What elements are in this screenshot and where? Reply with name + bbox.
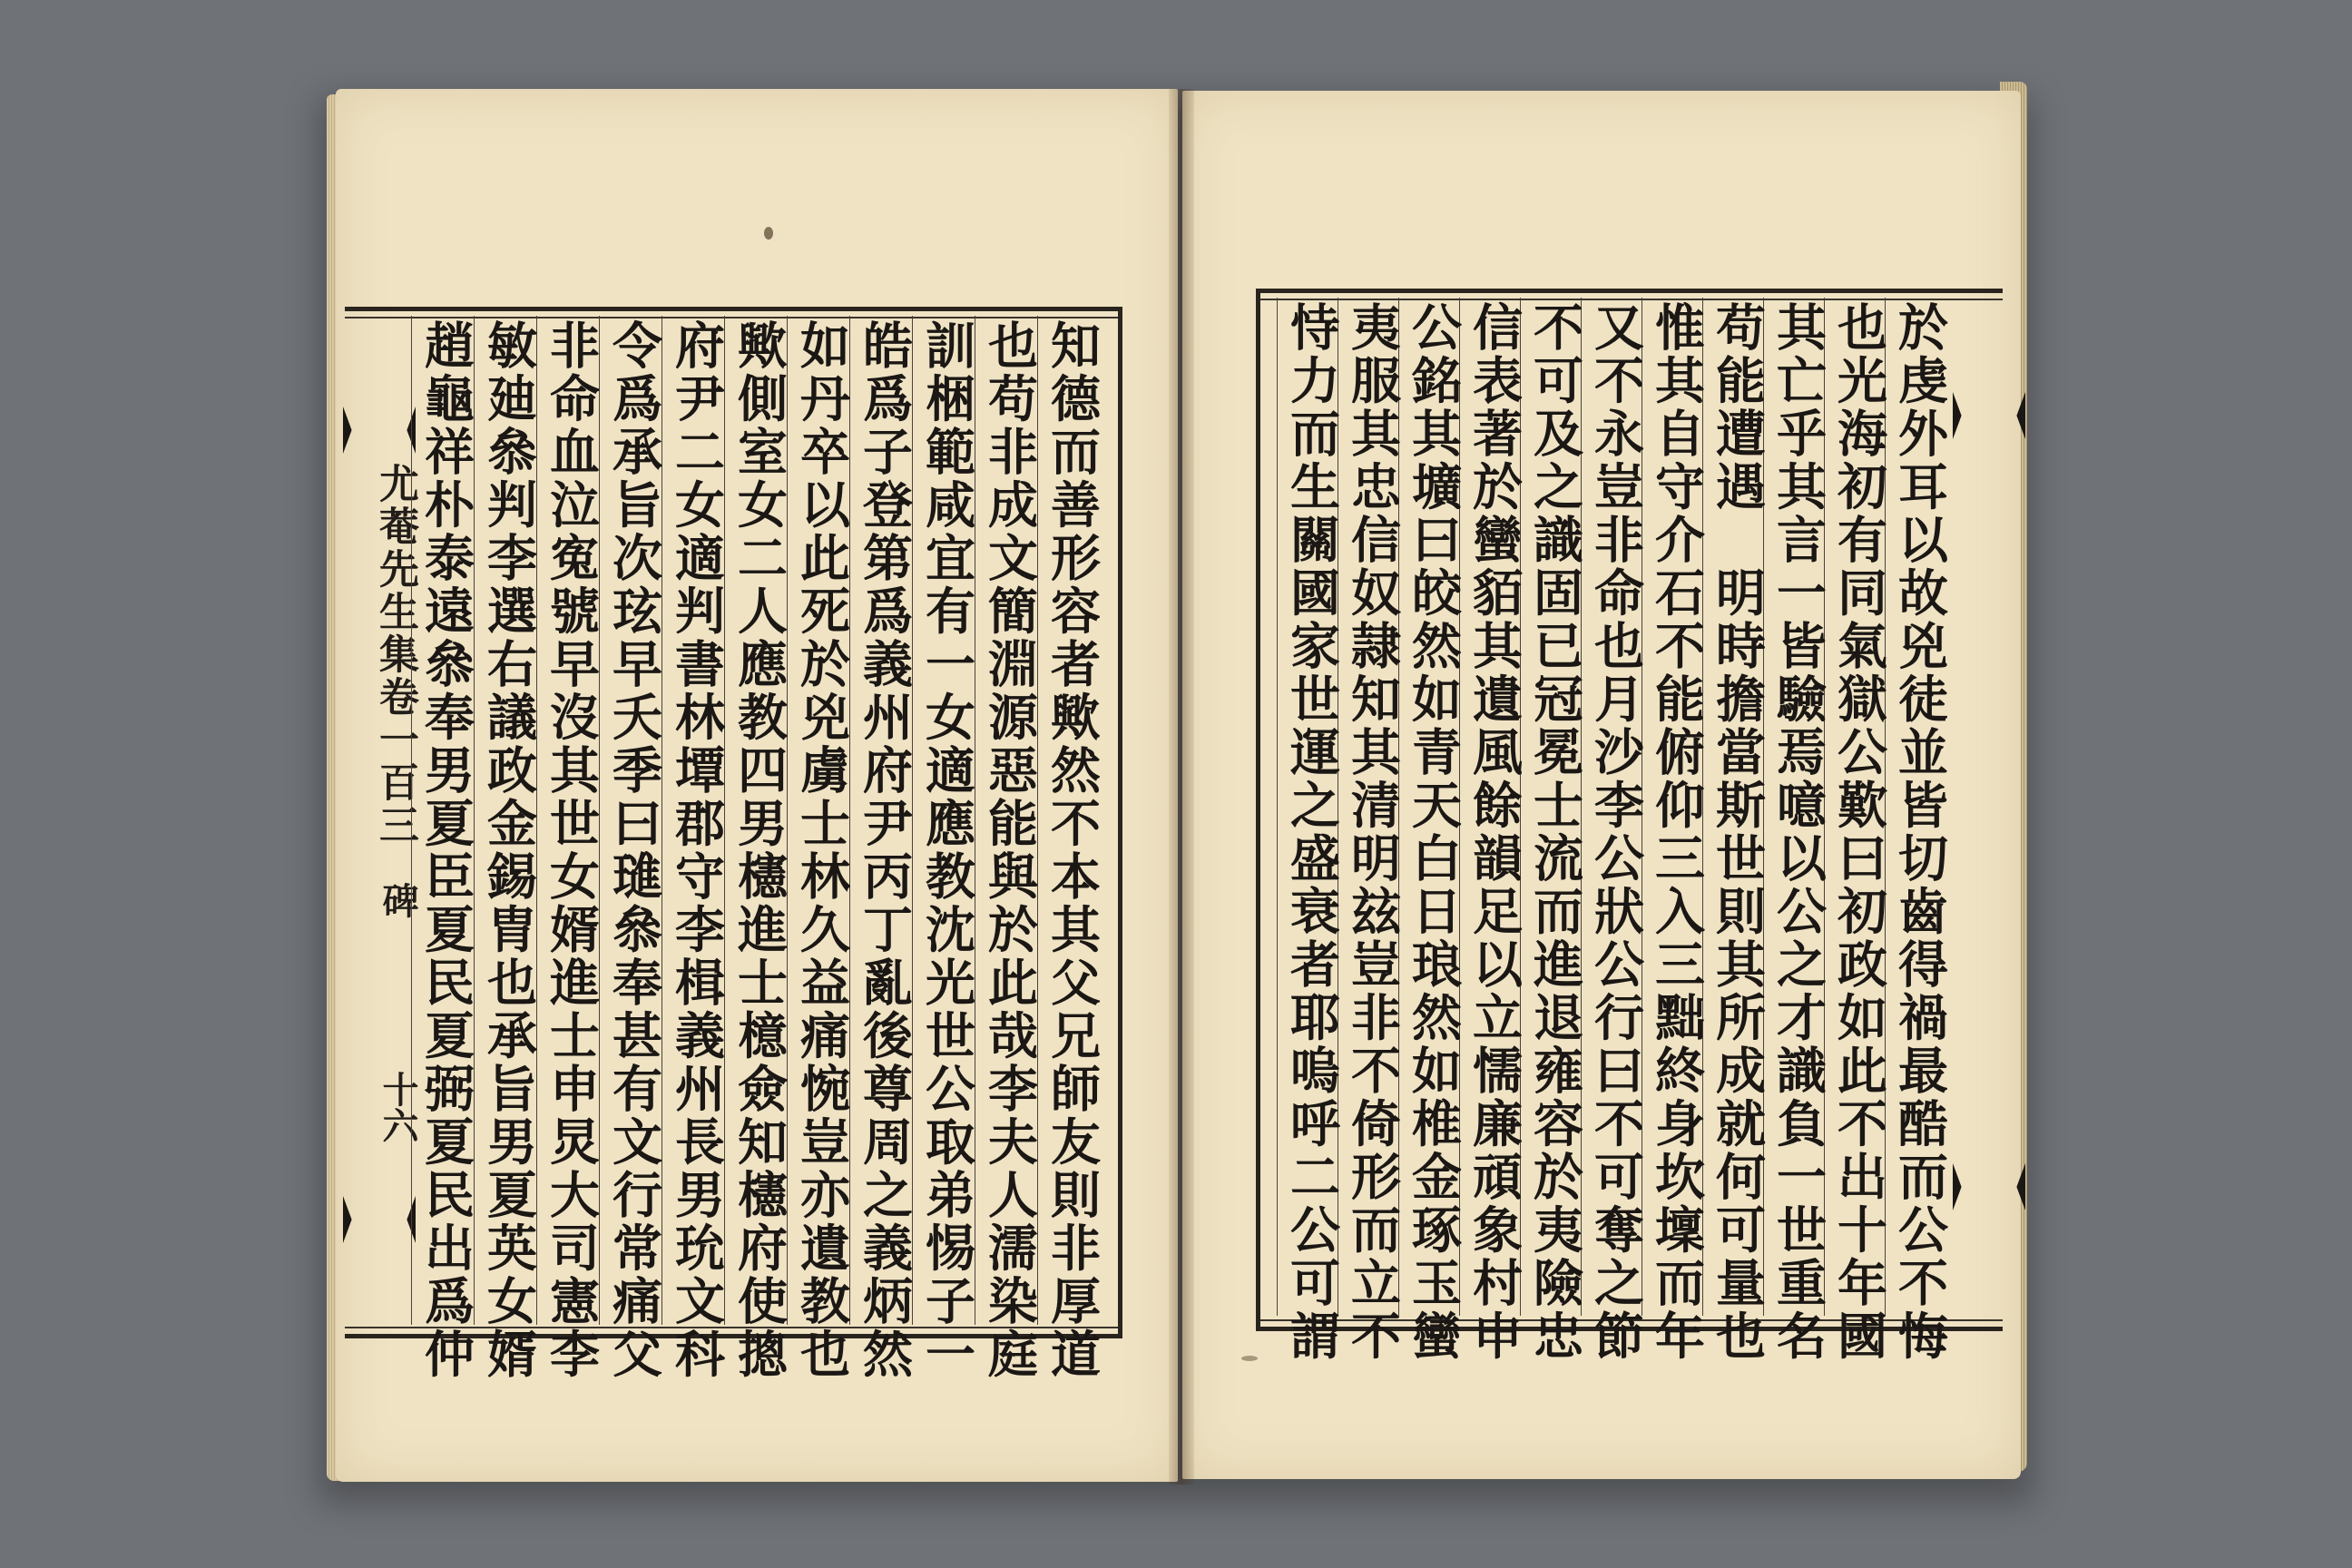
text-column: 公銘其壙曰皎然如青天白日琅然如椎金琢玉蠻 xyxy=(1404,301,1463,1363)
text-column: 其亡乎其言一皆驗焉噫以公之才識負一世重名 xyxy=(1769,301,1828,1363)
text-column: 知德而善形容者歟然不本其父兄師友則非厚道 xyxy=(1043,319,1102,1381)
paper-stain xyxy=(764,227,773,240)
text-column: 非命血泣寃號早沒其世女婿進士申炅大司憲李 xyxy=(542,319,601,1381)
text-column: 信表著於蠻貊其遺風餘韻足以立懦廉頑象村申 xyxy=(1465,301,1524,1363)
frame-rule xyxy=(1260,299,2003,300)
frame-rule xyxy=(345,317,1118,318)
text-column: 令爲承旨次玹早夭季曰璡叅奉甚有文行常痛父 xyxy=(604,319,663,1381)
text-column: 府尹二女適判書林墰郡守李楫義州長男玧文科 xyxy=(667,319,726,1381)
text-column: 苟能遭遇 明時擔當斯世則其所成就何可量也 xyxy=(1708,301,1767,1363)
text-column: 趙龜祥朴泰遠叅奉男夏臣夏民夏弼夏民出爲仲 xyxy=(416,319,475,1381)
text-column: 也苟非成文簡淵源惡能與於此哉李夫人濡染庭 xyxy=(980,319,1039,1381)
column-rule xyxy=(411,316,412,1325)
folio-number: 十六 xyxy=(377,1071,419,1143)
book-gutter xyxy=(1169,89,1194,1485)
text-column: 於虔外耳以故兇徒並皆切齒得禍最酷而公不悔 xyxy=(1890,301,1949,1363)
text-column: 如丹卒以此死於兇虜士林久益痛惋豈亦遺教也 xyxy=(792,319,851,1381)
section-label: 碑 xyxy=(377,882,419,918)
text-column: 不可及之識固已冠冕士流而進退雍容於夷險忠 xyxy=(1525,301,1584,1363)
text-column: 皓爲子登第爲義州府尹丙丁亂後尊周之義炳然 xyxy=(855,319,914,1381)
text-column: 也光海初有同氣獄公歎曰初政如此不出十年國 xyxy=(1829,301,1888,1363)
text-column: 敏廸叅判李選右議政金錫胄也承旨男夏英女婿 xyxy=(479,319,538,1381)
text-column: 又不永豈非命也月沙李公狀公行曰不可奪之節 xyxy=(1586,301,1645,1363)
column-rule xyxy=(1277,298,1278,1316)
collection-title: 尤菴先生集卷一百三 xyxy=(372,463,418,847)
text-column: 訓梱範咸宜有一女適應教沈光世公取弟惕子一 xyxy=(917,319,976,1381)
text-column: 恃力而生關國家世運之盛衰者耶嗚呼二公可謂 xyxy=(1282,301,1341,1363)
paper-stain xyxy=(1241,1356,1258,1361)
text-column: 夷服其忠信奴隷知其清明玆豈非不倚形而立不 xyxy=(1343,301,1402,1363)
text-column: 歟側室女二人應教四男櫶進士檍僉知櫶府使摠 xyxy=(730,319,789,1381)
text-column: 惟其自守介石不能俯仰三入三黜終身坎壈而年 xyxy=(1647,301,1706,1363)
